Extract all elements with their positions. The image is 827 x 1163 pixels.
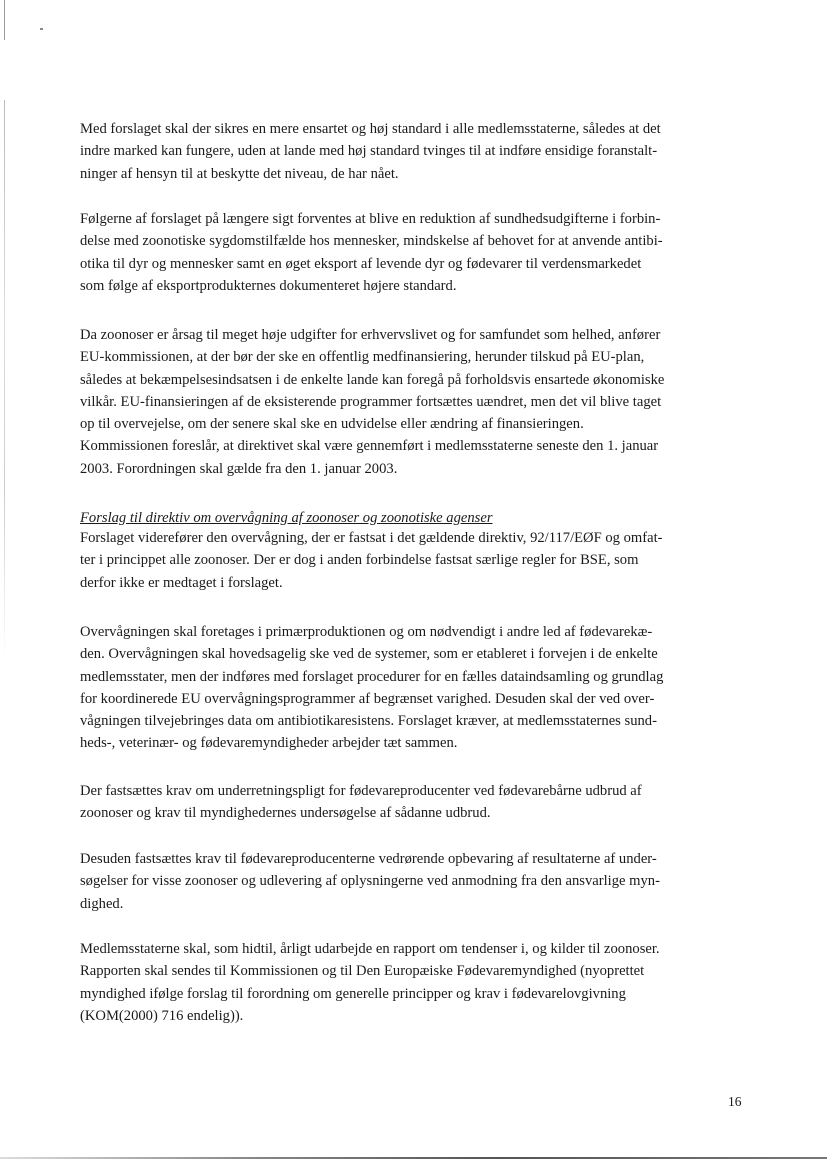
text-line: 2003. Forordningen skal gælde fra den 1. januar 2003. bbox=[80, 460, 398, 477]
page-number: 16 bbox=[728, 1094, 742, 1109]
text-line: Følgerne af forslaget på længere sigt forventes at blive en reduktion af sundhedsudgifterne i forbin- bbox=[80, 211, 661, 227]
text-line: som følge af eksportprodukternes dokumenteret højere standard. bbox=[80, 277, 457, 294]
paragraph-5 bbox=[80, 621, 663, 755]
scan-margin-mark bbox=[4, 0, 5, 40]
text-line: medlemsstater, men der indføres med forslaget procedurer for en fælles dataindsamling og grundlag bbox=[80, 668, 664, 685]
text-line: ninger af hensyn til at beskytte det niveau, de har nået. bbox=[80, 165, 399, 182]
scan-margin-shadow bbox=[4, 100, 5, 660]
paragraph-2 bbox=[80, 208, 663, 297]
paragraph-4 bbox=[80, 527, 663, 594]
paragraph-7 bbox=[80, 848, 660, 915]
scan-bottom-edge bbox=[0, 1157, 827, 1159]
text-line: Desuden fastsættes krav til fødevareproducenterne vedrørende opbevaring af resultaterne af under- bbox=[80, 851, 657, 867]
text-line: (KOM(2000) 716 endelig)). bbox=[80, 1007, 244, 1024]
text-line: Der fastsættes krav om underretningspligt for fødevareproducenter ved fødevarebårne udbrud af bbox=[80, 783, 642, 799]
text-line: således at bekæmpelsesindsatsen i de enkelte lande kan foregå på forholdsvis ensartede økonomiske bbox=[80, 371, 665, 388]
text-line: Medlemsstaterne skal, som hidtil, årligt udarbejde en rapport om tendenser i, og kilder til zoonoser. bbox=[80, 941, 660, 957]
text-line: vågningen tilvejebringes data om antibiotikaresistens. Forslaget kræver, at medlemsstaternes sund- bbox=[80, 713, 657, 730]
text-line: Da zoonoser er årsag til meget høje udgifter for erhvervslivet og for samfundet som helhed, anfører bbox=[80, 327, 661, 343]
text-line: myndighed ifølge forslag til forordning om generelle principper og krav i fødevarelovgivning bbox=[80, 985, 626, 1002]
text-line: dighed. bbox=[80, 895, 124, 912]
text-line: for koordinerede EU overvågningsprogrammer af begrænset varighed. Desuden skal der ved over- bbox=[80, 690, 655, 707]
text-line: op til overvejelse, om der senere skal ske en udvidelse eller ændring af finansieringen. bbox=[80, 416, 584, 433]
text-line: Overvågningen skal foretages i primærproduktionen og om nødvendigt i andre led af fødevarekæ- bbox=[80, 624, 653, 640]
text-line: den. Overvågningen skal hovedsagelig ske ved de systemer, som er etableret i forvejen i de enkelte bbox=[80, 646, 658, 663]
text-line: ter i princippet alle zoonoser. Der er dog i anden forbindelse fastsat særlige regler for BSE, som bbox=[80, 552, 639, 569]
section-heading: Forslag til direktiv om overvågning af zoonoser og zoonotiske agenser bbox=[80, 510, 493, 526]
text-line: Rapporten skal sendes til Kommissionen og til Den Europæiske Fødevaremyndighed (nyoprettet bbox=[80, 963, 645, 980]
text-line: derfor ikke er medtaget i forslaget. bbox=[80, 574, 283, 591]
text-line: otika til dyr og mennesker samt en øget eksport af levende dyr og fødevarer til verdensmarkedet bbox=[80, 255, 642, 272]
paragraph-6 bbox=[80, 780, 642, 825]
text-line: zoonoser og krav til myndighedernes undersøgelse af sådanne udbrud. bbox=[80, 805, 491, 822]
text-line: delse med zoonotiske sygdomstilfælde hos mennesker, mindskelse af behovet for at anvende antibi- bbox=[80, 233, 663, 250]
text-line: indre marked kan fungere, uden at lande med høj standard tvinges til at indføre ensidige foranstalt- bbox=[80, 143, 658, 160]
text-line: vilkår. EU-finansieringen af de eksisterende programmer fortsættes uændret, men det vil blive taget bbox=[80, 393, 662, 410]
text-line: søgelser for visse zoonoser og udlevering af oplysningerne ved anmodning fra den ansvarlige myn- bbox=[80, 873, 660, 890]
text-line: Kommissionen foreslår, at direktivet skal være gennemført i medlemsstaterne seneste den 1. januar bbox=[80, 438, 659, 455]
paragraph-8 bbox=[80, 938, 660, 1027]
text-line: Forslaget viderefører den overvågning, der er fastsat i det gældende direktiv, 92/117/EØF og omfat- bbox=[80, 530, 663, 546]
text-line: Med forslaget skal der sikres en mere ensartet og høj standard i alle medlemsstaterne, således at det bbox=[80, 121, 661, 137]
text-line: heds-, veterinær- og fødevaremyndigheder arbejder tæt sammen. bbox=[80, 735, 458, 752]
text-line: EU-kommissionen, at der bør der ske en offentlig medfinansiering, herunder tilskud på EU-plan, bbox=[80, 349, 645, 366]
paragraph-1 bbox=[80, 118, 661, 185]
paragraph-3 bbox=[80, 324, 664, 480]
scan-speck bbox=[40, 28, 43, 30]
